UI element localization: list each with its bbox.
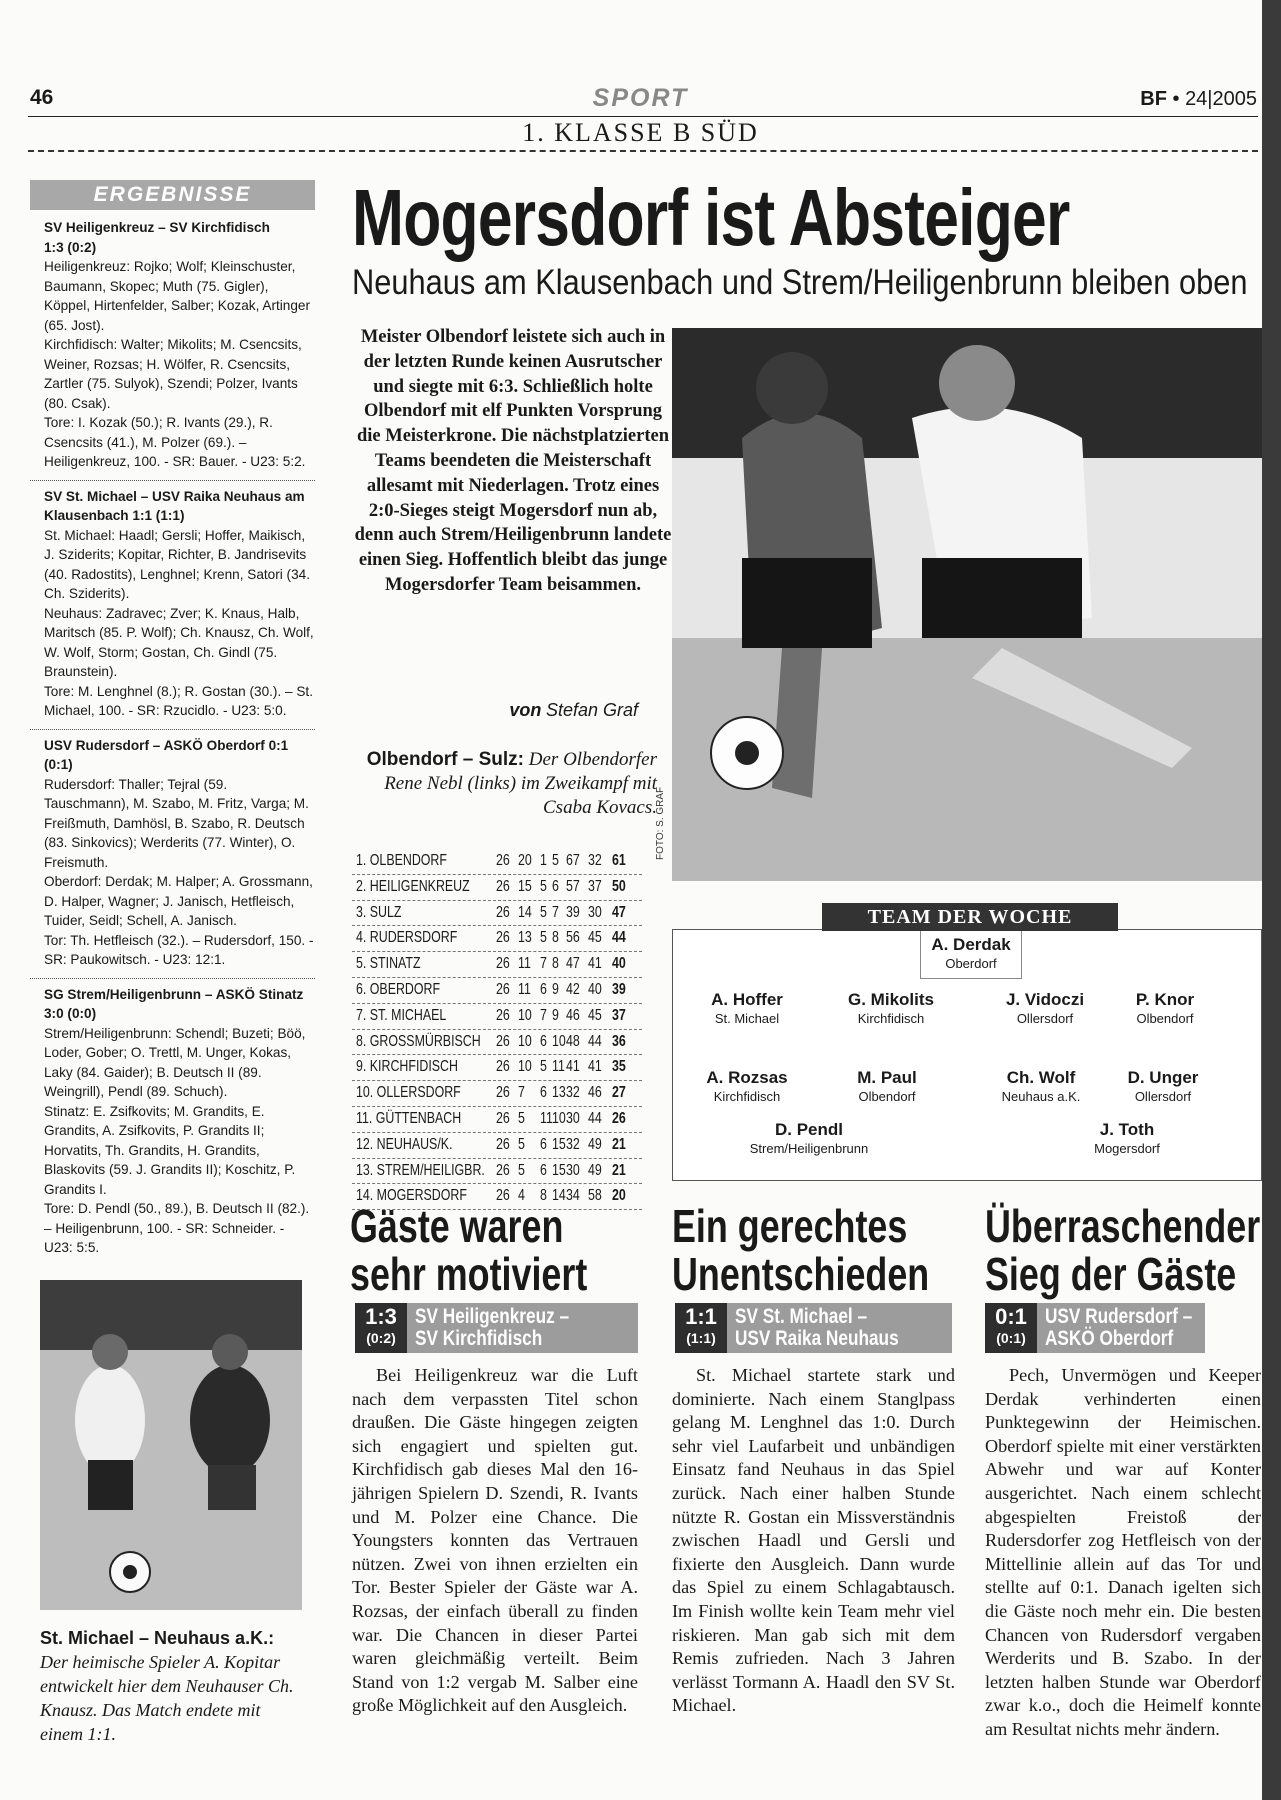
photo-illustration	[672, 328, 1262, 881]
draws: 11	[540, 1109, 553, 1127]
team-name: 3. SULZ	[356, 903, 402, 921]
result-block	[30, 481, 315, 730]
result-block	[30, 730, 315, 979]
main-photo-caption	[352, 748, 657, 820]
draws: 6	[540, 1084, 547, 1102]
points: 44	[612, 929, 626, 947]
result-lineup: Oberdorf: Derdak; M. Halper; A. Grossmann, D. Halper, Wagner; J. Janisch, Hetfleisch, Tuider, Seidl; Schell, A. Janisch.	[44, 874, 313, 928]
goals-for: 34	[566, 1187, 580, 1205]
player-card	[1052, 1120, 1202, 1156]
team-name: 7. ST. MICHAEL	[356, 1006, 447, 1024]
standings-row	[352, 901, 642, 927]
goals-against: 30	[588, 903, 602, 921]
draws: 6	[540, 1135, 547, 1153]
issue-number: 24|2005	[1185, 88, 1257, 110]
games: 26	[496, 1109, 510, 1127]
team-name: 4. RUDERSDORF	[356, 929, 458, 947]
standings-row	[352, 875, 642, 901]
article-headline	[672, 1202, 929, 1298]
player-name: G. Mikolits	[848, 990, 934, 1009]
team-name: 2. HEILIGENKREUZ	[356, 877, 470, 895]
player-club: Oberdorf	[945, 956, 997, 971]
standings-table	[352, 849, 642, 1210]
player-club: Neuhaus a.K.	[1001, 1089, 1081, 1104]
standings-row	[352, 849, 642, 875]
player-name: A. Rozsas	[706, 1068, 788, 1087]
match-teams	[735, 1306, 899, 1350]
result-score: 1:3 (0:2)	[44, 239, 97, 255]
caption-text: Der Olbendorfer Rene Nebl (links) im Zweikampf mit Csaba Kovacs.	[384, 749, 657, 818]
games: 26	[496, 1161, 510, 1179]
goals-for: 46	[566, 1006, 580, 1024]
result-lineup: Stinatz: E. Zsifkovits; M. Grandits, E. Grandits, A. Zsifkovits, P. Grandits II; Horvatits, Th. Grandits, H. Grandits, Blaskovits (59. J. Grandits II); Koschitz, P. Grandits I.	[44, 1103, 296, 1197]
losses: 15	[552, 1135, 566, 1153]
standings-row	[352, 1004, 642, 1030]
player-card	[816, 990, 966, 1026]
section-title: SPORT	[592, 84, 689, 112]
byline-prefix: von	[509, 700, 542, 720]
final-score: 0:1	[995, 1304, 1027, 1329]
games: 26	[496, 1006, 510, 1024]
team-name: 14. MOGERSDORF	[356, 1187, 467, 1205]
player-card	[812, 1068, 962, 1104]
player-name: A. Derdak	[931, 935, 1011, 954]
wins: 14	[518, 903, 532, 921]
player-name: D. Pendl	[774, 1120, 843, 1139]
publication-info: BF • 24|2005	[1140, 88, 1257, 110]
losses: 6	[552, 877, 559, 895]
player-card	[672, 990, 822, 1026]
player-club: Olbendorf	[858, 1089, 916, 1104]
page-edge-shadow	[1262, 0, 1281, 1800]
draws: 5	[540, 903, 547, 921]
article-body: St. Michael startete stark und dominierte. Nach einem Stanglpass gelang M. Lenghnel das 1:0. Durch sehr viel Laufarbeit und unbändigen Einsatz fand Neuhaus in das Spiel zurück. Nach einer halben Stunde nützte R. Gostan ein Missverständnis zwischen Haadl und Gersli und fixierte den Ausgleich. Dann wurde das Spiel zu einem Schlagabtausch. Im Finish wollte kein Team mehr viel riskieren. Man gab sich mit dem Remis zufrieden. Nach 3 Jahren verlässt Tormann A. Haadl den SV St. Michael.	[672, 1365, 955, 1716]
article-body: Bei Heiligenkreuz war die Luft nach dem verpassten Titel schon draußen. Die Gäste hingegen zeigten sich engagiert und spielten gut. Kirchfidisch gab dieses Mal den 16-jährigen Spielern D. Szendi, R. Ivants und M. Polzer eine Chance. Die Youngsters konnten das Vertrauen nützen. Zwei von ihnen erzielten ein Tor. Bester Spieler der Gäste war A. Rozsas, der einfach überall zu finden war. Die Chancen in dieser Partei waren gleichmäßig verteilt. Beim Stand von 1:2 vergab M. Salber eine große Möglichkeit auf den Ausgleich.	[352, 1365, 638, 1716]
player-card	[1090, 990, 1240, 1026]
result-lineup: Heiligenkreuz: Rojko; Wolf; Kleinschuster, Baumann, Skopec; Muth (75. Gigler), Köppel, Hirtenfelder, Salber; Kozak, Artinger (65. Jost).	[44, 259, 310, 333]
caption-title: St. Michael – Neuhaus a.K.:	[40, 1628, 275, 1648]
caption-text: Der heimische Spieler A. Kopitar entwickelt hier dem Neuhauser Ch. Knausz. Das Match endete mit einem 1:1.	[40, 1652, 294, 1744]
intro-text: Meister Olbendorf leistete sich auch in der letzten Runde keinen Ausrutscher und siegte mit 6:3. Schließlich holte Olbendorf mit elf Punkten Vorsprung die Meisterkrone. Die nächstplatzierten Teams beendeten die Meisterschaft allesamt mit Niederlagen. Trotz eines 2:0-Sieges steigt Mogersdorf nun ab, denn auch Strem/Heiligenbrunn landete einen Sieg. Hoffentlich bleibt das junge Mogersdorfer Team beisammen.	[354, 327, 672, 595]
losses: 10	[552, 1032, 566, 1050]
article-headline	[985, 1202, 1260, 1298]
goals-against: 41	[588, 955, 602, 973]
standings-row	[352, 926, 642, 952]
team-name: 9. KIRCHFIDISCH	[356, 1058, 458, 1076]
standings-row	[352, 1030, 642, 1056]
headline-line: Unentschieden	[672, 1248, 930, 1300]
points: 50	[612, 877, 626, 895]
photo-credit: FOTO: S. GRAF	[655, 786, 666, 860]
standings-row	[352, 1159, 642, 1185]
team-name: 1. OLBENDORF	[356, 852, 447, 869]
team-of-week-title: TEAM DER WOCHE	[822, 903, 1118, 931]
points: 26	[612, 1109, 626, 1127]
wins: 10	[518, 1058, 532, 1076]
games: 26	[496, 980, 510, 998]
draws: 5	[540, 877, 547, 895]
away-team: USV Raika Neuhaus	[735, 1327, 899, 1350]
result-score: (0:1)	[44, 757, 73, 772]
main-match-photo	[672, 328, 1262, 881]
header-dashed-divider	[28, 150, 1258, 152]
standings-row	[352, 952, 642, 978]
goals-for: 57	[566, 877, 580, 895]
goals-for: 41	[566, 1058, 580, 1076]
points: 20	[612, 1187, 626, 1205]
final-score: 1:1	[685, 1304, 717, 1329]
goals-for: 47	[566, 955, 580, 973]
result-lineup: Rudersdorf: Thaller; Tejral (59. Tauschmann), M. Szabo, M. Fritz, Varga; M. Freißmuth, Damhösl, B. Szabo, R. Deutsch (83. Sinkovics); Werderits (77. Winter), O. Freismuth.	[44, 776, 309, 870]
draws: 5	[540, 929, 547, 947]
wins: 11	[518, 955, 531, 973]
headline-line: Ein gerechtes	[672, 1200, 908, 1252]
player-name: P. Knor	[1135, 990, 1195, 1009]
games: 26	[496, 877, 510, 895]
wins: 5	[518, 1161, 525, 1179]
player-name: J. Toth	[1099, 1120, 1155, 1139]
result-lineup: St. Michael: Haadl; Gersli; Hoffer, Maikisch, J. Sziderits; Kopitar, Richter, B. Jandrisevits (40. Radostits), Lenghnel; Krenn, Satori (34. Ch. Sziderits).	[44, 527, 310, 601]
main-subheadline: Neuhaus am Klausenbach und Strem/Heiligenbrunn bleiben oben	[352, 263, 1248, 302]
draws: 1	[540, 852, 547, 869]
result-lineup: Neuhaus: Zadravec; Zver; K. Knaus, Halb, Maritsch (85. P. Wolf); Ch. Knausz, Ch. Wolf, W. Wolf, Storm; Gostan, Ch. Gindl (75. Braunstein).	[44, 605, 314, 679]
team-name: 12. NEUHAUS/K.	[356, 1135, 453, 1153]
losses: 14	[552, 1187, 566, 1205]
draws: 7	[540, 955, 547, 973]
result-goals: Tore: I. Kozak (50.); R. Ivants (29.), R. Csencsits (41.), M. Polzer (69.). – Heiligenkreuz, 100. - SR: Bauer. - U23: 5:2.	[44, 415, 306, 469]
player-card	[896, 935, 1046, 971]
wins: 11	[518, 980, 531, 998]
goals-against: 45	[588, 929, 602, 947]
standings-row	[352, 1133, 642, 1159]
article-score-box	[675, 1303, 952, 1353]
points: 35	[612, 1058, 626, 1076]
halftime-score: (1:1)	[686, 1330, 716, 1346]
points: 40	[612, 955, 626, 973]
score	[985, 1303, 1037, 1353]
goals-for: 32	[566, 1135, 580, 1153]
article-score-box	[355, 1303, 638, 1353]
halftime-score: (0:1)	[996, 1330, 1026, 1346]
wins: 7	[518, 1084, 525, 1102]
goals-for: 30	[566, 1109, 580, 1127]
byline-author: Stefan Graf	[545, 700, 638, 720]
score	[675, 1303, 727, 1353]
wins: 10	[518, 1032, 532, 1050]
wins: 5	[518, 1135, 525, 1153]
player-club: Strem/Heiligenbrunn	[749, 1141, 869, 1156]
results-heading: ERGEBNISSE	[30, 180, 315, 210]
article-headline	[350, 1202, 587, 1298]
goals-for: 32	[566, 1084, 580, 1102]
player-club: Kirchfidisch	[713, 1089, 781, 1104]
photo-illustration	[40, 1280, 302, 1610]
league-title: 1. KLASSE B SÜD	[522, 118, 759, 147]
standings-row	[352, 978, 642, 1004]
goals-against: 44	[588, 1109, 602, 1127]
draws: 7	[540, 1006, 547, 1024]
player-club: Kirchfidisch	[857, 1011, 925, 1026]
goals-against: 58	[588, 1187, 602, 1205]
standings-row	[352, 1081, 642, 1107]
publication-name: BF	[1140, 88, 1167, 110]
losses: 9	[552, 980, 559, 998]
goals-against: 44	[588, 1032, 602, 1050]
home-team: USV Rudersdorf –	[1045, 1305, 1193, 1328]
points: 21	[612, 1161, 626, 1179]
player-name: Ch. Wolf	[1006, 1068, 1076, 1087]
games: 26	[496, 903, 510, 921]
page-number: 46	[30, 86, 54, 109]
player-name: A. Hoffer	[711, 990, 783, 1009]
team-name: 5. STINATZ	[356, 955, 421, 973]
result-match: SV Heiligenkreuz – SV Kirchfidisch	[44, 220, 270, 235]
main-headline: Mogersdorf ist Absteiger	[352, 173, 1070, 262]
losses: 5	[552, 852, 559, 869]
games: 26	[496, 1135, 510, 1153]
result-lineup: Kirchfidisch: Walter; Mikolits; M. Csencsits, Weiner, Rozsas; H. Wölfer, R. Csencsits, Zartler (75. Sulyok), Szendi; Polzer, Ivants (80. Csak).	[44, 337, 302, 411]
points: 27	[612, 1084, 626, 1102]
points: 36	[612, 1032, 626, 1050]
headline-line: sehr motiviert	[350, 1248, 588, 1300]
goals-for: 42	[566, 980, 580, 998]
team-name: 13. STREM/HEILIGBR.	[356, 1161, 485, 1179]
draws: 6	[540, 1161, 547, 1179]
points: 47	[612, 903, 626, 921]
player-club: Olbendorf	[1136, 1011, 1194, 1026]
result-lineup: Strem/Heiligenbrunn: Schendl; Buzeti; Böö, Loder, Gober; O. Trettl, M. Unger, Kokas, Laky (84. Gaider); B. Deutsch II (89. Weingrill), Pendl (89. Schuch).	[44, 1025, 306, 1099]
player-club: St. Michael	[714, 1011, 780, 1026]
article-body: Pech, Unvermögen und Keeper Derdak verhinderten einen Punktegewinn der Heimischen. Oberdorf spielte mit einer verstärkten Abwehr und war auf Konter ausgerichtet. Nach einem schlecht abgespielten Freistoß der Rudersdorfer zog Hetfleisch von der Mittellinie allein auf das Tor und stellte auf 0:1. Danach igelten sich die Gäste noch mehr ein. Die besten Chancen von Rudersdorf vergaben Werderits und B. Szabo. In der letzten halben Stunde war Oberdorf zwar k.o., doch die Heimelf konnte am Resultat nichts mehr ändern.	[985, 1365, 1261, 1739]
losses: 9	[552, 1006, 559, 1024]
player-name: M. Paul	[857, 1068, 917, 1087]
wins: 5	[518, 1109, 525, 1127]
score	[355, 1303, 407, 1353]
match-teams	[1045, 1306, 1192, 1350]
points: 61	[612, 852, 626, 869]
result-match: SG Strem/Heiligenbrunn – ASKÖ Stinatz 3:0 (0:0)	[44, 986, 304, 1021]
games: 26	[496, 955, 510, 973]
headline-line: Überraschender	[985, 1200, 1261, 1252]
losses: 8	[552, 929, 559, 947]
result-match: SV St. Michael – USV Raika Neuhaus am Klausenbach 1:1 (1:1)	[44, 488, 305, 523]
header-rule	[28, 116, 1258, 117]
goals-against: 32	[588, 852, 602, 869]
goals-against: 49	[588, 1135, 602, 1153]
team-name: 10. OLLERSDORF	[356, 1084, 461, 1102]
match-photo-st-michael	[40, 1280, 302, 1610]
headline-line: Gäste waren	[350, 1200, 564, 1252]
byline	[352, 700, 638, 721]
games: 26	[496, 929, 510, 947]
caption-title: Olbendorf – Sulz:	[366, 749, 525, 770]
team-name: 11. GÜTTENBACH	[356, 1109, 462, 1127]
team-name: 6. OBERDORF	[356, 980, 441, 998]
games: 26	[496, 1084, 510, 1102]
wins: 15	[518, 877, 532, 895]
team-name: 8. GROSSMÜRBISCH	[356, 1032, 481, 1050]
points: 21	[612, 1135, 626, 1153]
goals-against: 46	[588, 1084, 602, 1102]
result-match: USV Rudersdorf – ASKÖ Oberdorf 0:1	[44, 737, 289, 753]
result-block	[30, 212, 315, 481]
goals-against: 49	[588, 1161, 602, 1179]
goals-against: 40	[588, 980, 602, 998]
draws: 6	[540, 1032, 547, 1050]
home-team: SV Heiligenkreuz –	[415, 1305, 570, 1328]
wins: 10	[518, 1006, 532, 1024]
draws: 6	[540, 980, 547, 998]
headline-line: Sieg der Gäste	[985, 1248, 1237, 1300]
player-card	[1088, 1068, 1238, 1104]
player-club: Ollersdorf	[1134, 1089, 1192, 1104]
draws: 8	[540, 1187, 547, 1205]
player-club: Ollersdorf	[1016, 1011, 1074, 1026]
games: 26	[496, 1032, 510, 1050]
losses: 13	[552, 1084, 566, 1102]
goals-for: 30	[566, 1161, 580, 1179]
goals-for: 48	[566, 1032, 580, 1050]
final-score: 1:3	[365, 1304, 397, 1329]
goals-against: 41	[588, 1058, 602, 1076]
goals-against: 37	[588, 877, 602, 895]
result-goals: Tor: Th. Hetfleisch (32.). – Rudersdorf, 150. - SR: Paukowitsch. - U23: 12:1.	[44, 932, 314, 967]
away-team: ASKÖ Oberdorf	[1045, 1327, 1174, 1350]
away-team: SV Kirchfidisch	[415, 1327, 543, 1350]
home-team: SV St. Michael –	[735, 1305, 868, 1328]
points: 39	[612, 980, 626, 998]
halftime-score: (0:2)	[366, 1330, 396, 1346]
losses: 10	[552, 1109, 566, 1127]
games: 26	[496, 852, 510, 869]
result-goals: Tore: M. Lenghnel (8.); R. Gostan (30.). – St. Michael, 100. - SR: Rzucidlo. - U23: 5:0.	[44, 683, 313, 718]
wins: 13	[518, 929, 532, 947]
result-block	[30, 979, 315, 1266]
results-sidebar	[30, 180, 315, 1266]
losses: 15	[552, 1161, 566, 1179]
standings-row	[352, 1055, 642, 1081]
player-name: J. Vidoczi	[1005, 990, 1085, 1009]
points: 37	[612, 1006, 626, 1024]
sidebar-photo-caption	[40, 1626, 305, 1746]
player-card	[672, 1068, 822, 1104]
goals-against: 45	[588, 1006, 602, 1024]
article-score-box	[985, 1303, 1205, 1353]
goals-for: 67	[566, 852, 580, 869]
standings-row	[352, 1107, 642, 1133]
draws: 5	[540, 1058, 547, 1076]
player-name: D. Unger	[1127, 1068, 1199, 1087]
losses: 11	[552, 1058, 565, 1076]
goals-for: 39	[566, 903, 580, 921]
losses: 8	[552, 955, 559, 973]
games: 26	[496, 1187, 510, 1205]
wins: 4	[518, 1187, 525, 1205]
games: 26	[496, 1058, 510, 1076]
player-card	[734, 1120, 884, 1156]
losses: 7	[552, 903, 559, 921]
match-teams	[415, 1306, 569, 1350]
result-goals: Tore: D. Pendl (50., 89.), B. Deutsch II (82.). – Heiligenbrunn, 100. - SR: Schneider. - U23: 5:5.	[44, 1201, 310, 1255]
goals-for: 56	[566, 929, 580, 947]
player-club: Mogersdorf	[1094, 1141, 1160, 1156]
wins: 20	[518, 852, 532, 869]
